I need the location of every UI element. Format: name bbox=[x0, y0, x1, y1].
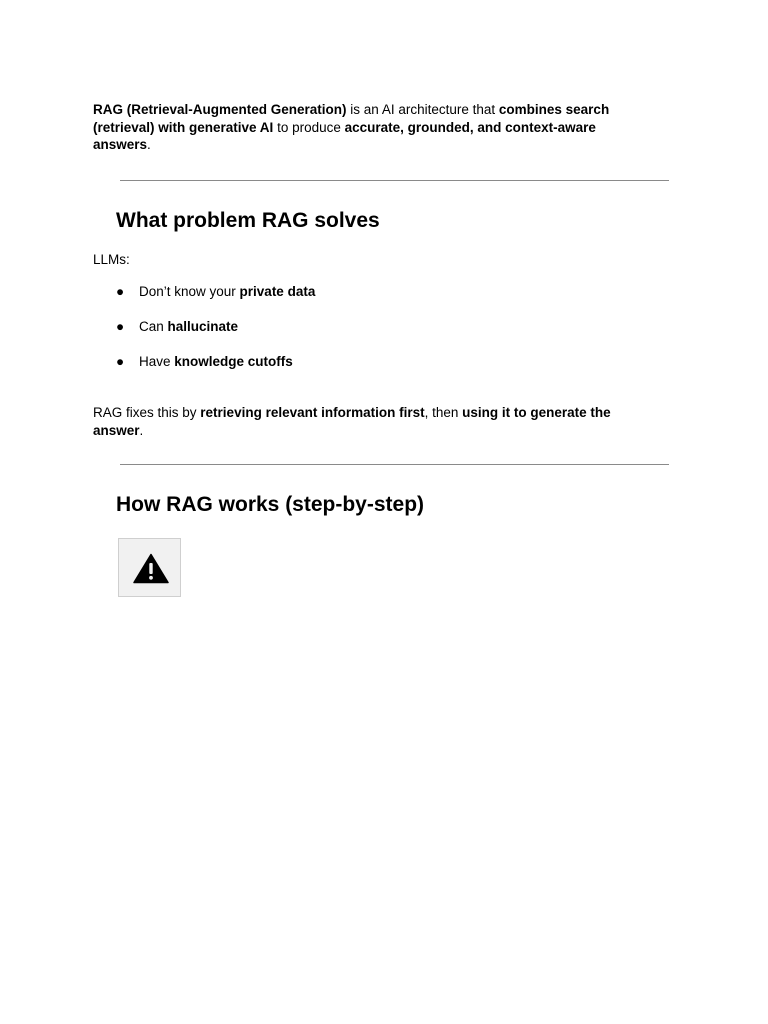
text-run: to produce bbox=[273, 119, 345, 135]
bold-text-run: private data bbox=[239, 284, 316, 299]
text-run: Don’t know your bbox=[139, 284, 240, 299]
llms-lead-text: LLMs: bbox=[93, 252, 130, 267]
section-heading-problem: What problem RAG solves bbox=[116, 209, 380, 232]
rag-fix-paragraph bbox=[93, 404, 653, 439]
bold-text-run: hallucinate bbox=[167, 319, 239, 334]
bullet-marker: ● bbox=[116, 354, 125, 369]
bullet-marker: ● bbox=[116, 319, 125, 334]
bold-text-run: accurate, grounded, and context-aware answers bbox=[93, 119, 596, 152]
text-run: . bbox=[139, 422, 144, 438]
text-run: Can bbox=[139, 319, 168, 334]
broken-image-placeholder[interactable] bbox=[118, 538, 181, 597]
text-run: . bbox=[147, 137, 151, 152]
text-run: , then bbox=[424, 405, 463, 420]
horizontal-rule bbox=[120, 180, 669, 181]
horizontal-rule bbox=[120, 464, 669, 465]
section-heading-how-it-works: How RAG works (step-by-step) bbox=[116, 493, 425, 516]
intro-paragraph bbox=[93, 101, 653, 154]
text-run: Have bbox=[139, 354, 175, 369]
warning-icon bbox=[133, 553, 169, 584]
bold-text-run: retrieving relevant information first bbox=[200, 405, 425, 420]
bold-text-run: knowledge cutoffs bbox=[174, 354, 293, 369]
bold-text-run: combines search (retrieval) with generative AI bbox=[93, 102, 610, 135]
text-run: RAG fixes this by bbox=[93, 405, 201, 420]
text-run: is an AI architecture that bbox=[346, 102, 499, 117]
bullet-text bbox=[139, 353, 293, 370]
bullet-text bbox=[139, 318, 238, 335]
bold-text-run: RAG (Retrieval-Augmented Generation) bbox=[93, 102, 347, 117]
bullet-text bbox=[139, 283, 315, 300]
bold-text-run: using it to generate the answer bbox=[93, 405, 611, 438]
bullet-marker: ● bbox=[116, 284, 125, 299]
